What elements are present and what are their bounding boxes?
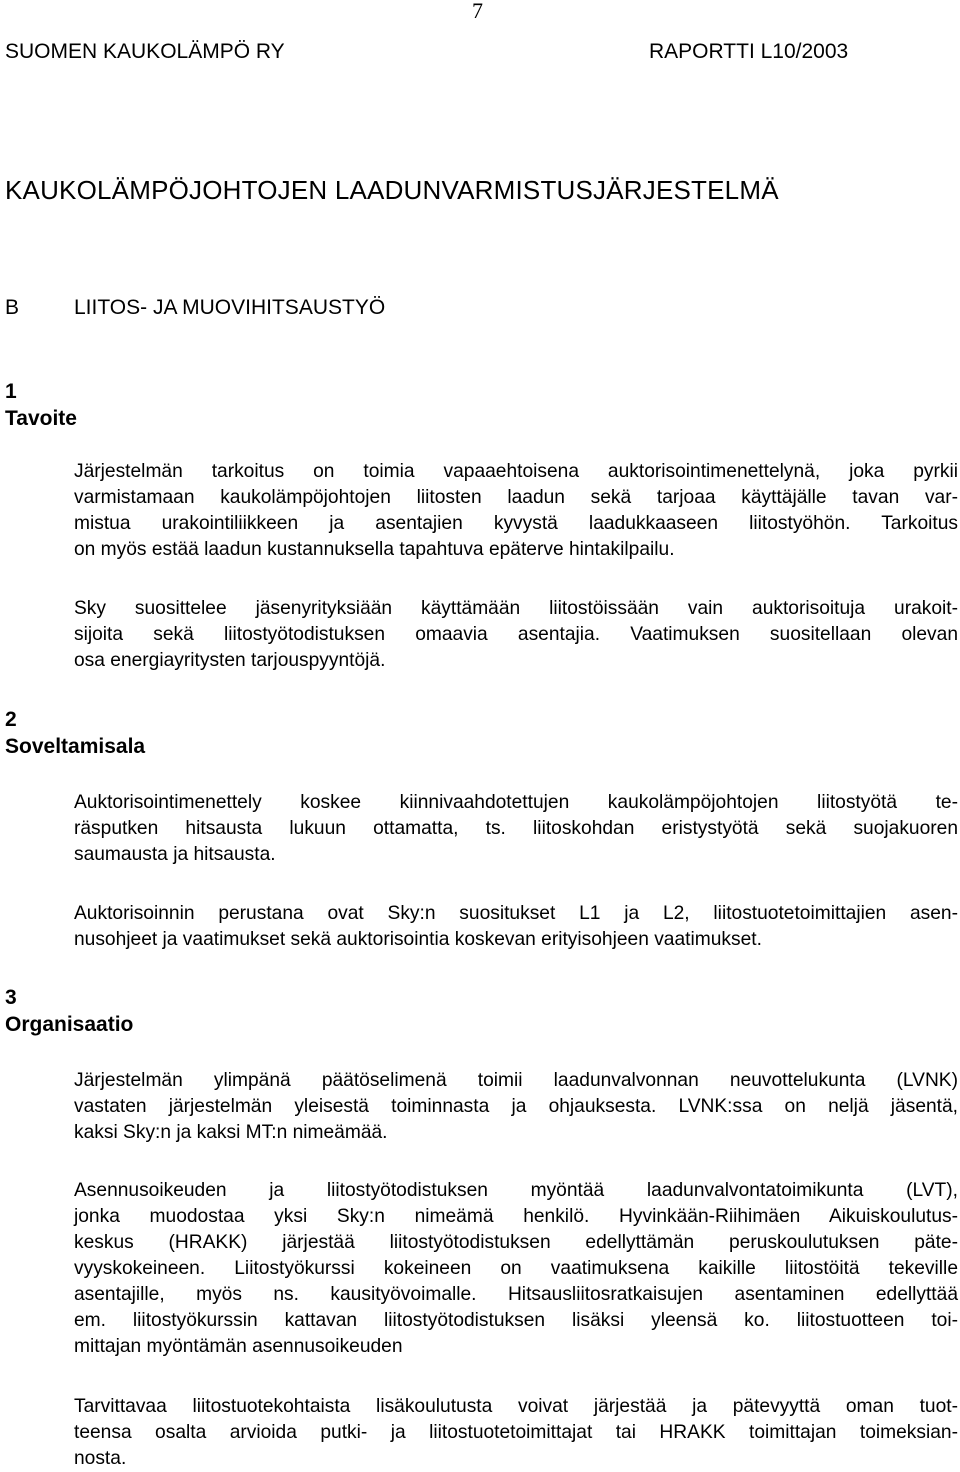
text-line: vastaten järjestelmän yleisestä toiminnasta ja ohjauksesta. LVNK:ssa on neljä jäsentä,: [74, 1096, 958, 1117]
text-line: em. liitostyökurssin kattavan liitostyötodistuksen lisäksi yleensä ko. liitostuotteen toi-: [74, 1310, 958, 1331]
section-3-paragraph-1: [74, 1068, 958, 1146]
text-line: saumausta ja hitsausta.: [74, 844, 276, 865]
section-1-paragraph-1: [74, 459, 958, 563]
text-line: keskus (HRAKK) järjestää liitostyötodistuksen edellyttämän peruskoulutuksen päte-: [74, 1232, 958, 1253]
page-number: 7: [472, 0, 483, 23]
section-3-heading: Organisaatio: [5, 1013, 134, 1036]
text-line: kaksi Sky:n ja kaksi MT:n nimeämää.: [74, 1122, 388, 1143]
text-line: sijoita sekä liitostyötodistuksen omaavia asentajia. Vaatimuksen suositellaan olevan: [74, 624, 958, 645]
section-3-number: 3: [5, 986, 17, 1009]
section-1-heading: Tavoite: [5, 407, 77, 430]
section-1-paragraph-2: [74, 596, 958, 674]
text-line: asentajille, myös ns. kausityövoimalle. Hitsausliitosratkaisujen asentaminen edellyttää: [74, 1284, 958, 1305]
text-line: mistua urakointiliikkeen ja asentajien kyvystä laadukkaaseen liitostyöhön. Tarkoitus: [74, 513, 958, 534]
text-line: Järjestelmän tarkoitus on toimia vapaaehtoisena auktorisointimenettelynä, joka pyrkii: [74, 461, 958, 482]
text-line: jonka muodostaa yksi Sky:n nimeämä henkilö. Hyvinkään-Riihimäen Aikuiskoulutus-: [74, 1206, 958, 1227]
section-2-paragraph-1: [74, 790, 958, 868]
text-line: räsputken hitsausta lukuun ottamatta, ts. liitoskohdan eristystyötä sekä suojakuoren: [74, 818, 958, 839]
header-organization: SUOMEN KAUKOLÄMPÖ RY: [5, 40, 285, 63]
text-line: Auktorisointimenettely koskee kiinnivaahdotettujen kaukolämpöjohtojen liitostyötä te-: [74, 792, 958, 813]
text-line: on myös estää laadun kustannuksella tapahtuva epäterve hintakilpailu.: [74, 539, 675, 560]
document-title: KAUKOLÄMPÖJOHTOJEN LAADUNVARMISTUSJÄRJESTELMÄ: [5, 175, 779, 205]
text-line: osa energiayritysten tarjouspyyntöjä.: [74, 650, 386, 671]
text-line: Asennusoikeuden ja liitostyötodistuksen myöntää laadunvalvontatoimikunta (LVT),: [74, 1180, 958, 1201]
section-2-number: 2: [5, 708, 17, 731]
text-line: vyyskokeineen. Liitostyökurssi kokeineen on vaatimuksena kaikille liitostöitä tekeville: [74, 1258, 958, 1279]
text-line: Järjestelmän ylimpänä päätöselimenä toimii laadunvalvonnan neuvottelukunta (LVNK): [74, 1070, 958, 1091]
section-3-paragraph-3: [74, 1394, 958, 1472]
section-2-paragraph-2: [74, 901, 958, 953]
text-line: nosta.: [74, 1448, 127, 1469]
text-line: nusohjeet ja vaatimukset sekä auktorisointia koskevan erityisohjeen vaatimukset.: [74, 929, 762, 950]
text-line: Auktorisoinnin perustana ovat Sky:n suositukset L1 ja L2, liitostuotetoimittajien asen-: [74, 903, 958, 924]
text-line: varmistamaan kaukolämpöjohtojen liitosten laadun sekä tarjoaa käyttäjälle tavan var-: [74, 487, 958, 508]
text-line: Tarvittavaa liitostuotekohtaista lisäkoulutusta voivat järjestää ja pätevyyttä oman tuot-: [74, 1396, 958, 1417]
part-letter: B: [5, 296, 20, 319]
text-line: teensa osalta arvioida putki- ja liitostuotetoimittajat tai HRAKK toimittajan toimeksian-: [74, 1422, 958, 1443]
text-line: Sky suosittelee jäsenyrityksiään käyttämään liitostöissään vain auktorisoituja urakoit-: [74, 598, 958, 619]
section-3-paragraph-2: [74, 1178, 958, 1360]
text-line: mittajan myöntämän asennusoikeuden: [74, 1336, 403, 1357]
part-title: LIITOS- JA MUOVIHITSAUSTYÖ: [74, 296, 386, 319]
section-1-number: 1: [5, 380, 17, 403]
header-report-id: RAPORTTI L10/2003: [649, 40, 849, 63]
section-2-heading: Soveltamisala: [5, 735, 146, 758]
